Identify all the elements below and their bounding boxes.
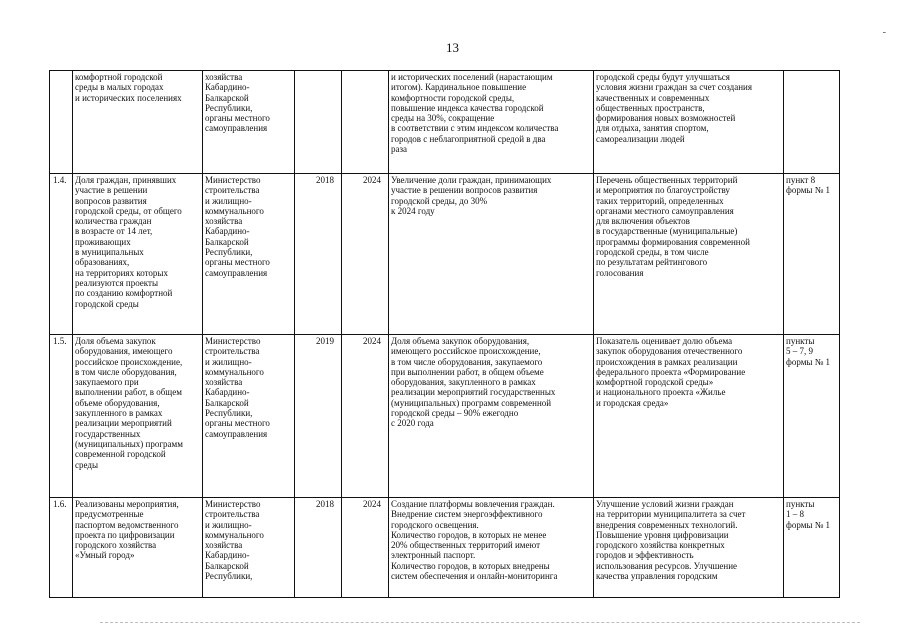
corner-mark: - bbox=[882, 27, 886, 38]
table-row bbox=[50, 498, 840, 598]
table-row bbox=[50, 71, 840, 174]
indicator-name-cell: комфортной городской среды в малых городах и исторических поселениях bbox=[73, 71, 203, 174]
expected-result-cell: и исторических поселений (нарастающим итогом). Кардинальное повышение комфортности городской среды, повышение индекса качества городской среды на 30%, сокращение в соответствии с этим индексом количества городов с неблагоприятной средой в два раза bbox=[389, 71, 594, 174]
scan-artifact-line bbox=[100, 622, 860, 623]
start-year-cell bbox=[295, 71, 342, 174]
end-year-cell: 2024 bbox=[342, 498, 389, 598]
link-cell: Улучшение условий жизни граждан на территории муниципалитета за счет внедрения современных технологий. Повышение уровня цифровизации городского хозяйства конкретных городов и эффективность использования ресурсов. Улучшение качества управления городским bbox=[594, 498, 784, 598]
form-reference-cell bbox=[784, 71, 840, 174]
end-year-cell: 2024 bbox=[342, 174, 389, 335]
start-year-cell: 2018 bbox=[295, 174, 342, 335]
responsible-cell: Министерство строительства и жилищно- коммунального хозяйства Кабардино- Балкарской Республики, органы местного самоуправления bbox=[203, 174, 295, 335]
end-year-cell bbox=[342, 71, 389, 174]
end-year-cell: 2024 bbox=[342, 335, 389, 498]
responsible-cell: Министерство строительства и жилищно- коммунального хозяйства Кабардино- Балкарской Республики, bbox=[203, 498, 295, 598]
expected-result-cell: Создание платформы вовлечения граждан. Внедрение систем энергоэффективного городского освещения. Количество городов, в которых не менее 20% общественных территорий имеют электронный паспорт. Количество городов, в которых внедрены систем обеспечения и онлайн-мониторинга bbox=[389, 498, 594, 598]
start-year-cell: 2018 bbox=[295, 498, 342, 598]
row-number-cell: 1.6. bbox=[50, 498, 73, 598]
form-reference-cell: пункты 1 – 8 формы № 1 bbox=[784, 498, 840, 598]
indicators-table bbox=[49, 70, 840, 598]
link-cell: Показатель оценивает долю объема закупок оборудования отечественного происхождения в рамках реализации федерального проекта «Формирование комфортной городской среды» и национального проекта «Жилье и городская среда» bbox=[594, 335, 784, 498]
page-number: 13 bbox=[446, 40, 459, 55]
row-number-cell bbox=[50, 71, 73, 174]
form-reference-cell: пункты 5 – 7, 9 формы № 1 bbox=[784, 335, 840, 498]
responsible-cell: Министерство строительства и жилищно- коммунального хозяйства Кабардино- Балкарской Республики, органы местного самоуправления bbox=[203, 335, 295, 498]
row-number-cell: 1.4. bbox=[50, 174, 73, 335]
indicator-name-cell: Доля граждан, принявших участие в решении вопросов развития городской среды, от общего количества граждан в возрасте от 14 лет, проживающих в муниципальных образованиях, на территориях которых реализуются проекты по созданию комфортной городской среды bbox=[73, 174, 203, 335]
link-cell: городской среды будут улучшаться условия жизни граждан за счет создания качественных и современных общественных пространств, формирования новых возможностей для отдыха, занятия спортом, самореализации людей bbox=[594, 71, 784, 174]
expected-result-cell: Доля объема закупок оборудования, имеющего российское происхождение, в том числе оборудования, закупаемого при выполнении работ, в общем объеме оборудования, закупленного в рамках реализации мероприятий государственных (муниципальных) программ современной городской среды – 90% ежегодно с 2020 года bbox=[389, 335, 594, 498]
row-number-cell: 1.5. bbox=[50, 335, 73, 498]
link-cell: Перечень общественных территорий и мероприятия по благоустройству таких территорий, определенных органами местного самоуправления для включения объектов в государственные (муниципальные) программы формирования современной городской среды, в том числе по результатам рейтингового голосования bbox=[594, 174, 784, 335]
indicator-name-cell: Доля объема закупок оборудования, имеющего российское происхождение, в том числе оборудования, закупаемого при выполнении работ, в общем объеме оборудования, закупленного в рамках реализации мероприятий государственных (муниципальных) программ современной городской среды bbox=[73, 335, 203, 498]
expected-result-cell: Увеличение доли граждан, принимающих участие в решении вопросов развития городской среды, до 30% к 2024 году bbox=[389, 174, 594, 335]
responsible-cell: хозяйства Кабардино- Балкарской Республики, органы местного самоуправления bbox=[203, 71, 295, 174]
table-row bbox=[50, 335, 840, 498]
table-row bbox=[50, 174, 840, 335]
start-year-cell: 2019 bbox=[295, 335, 342, 498]
indicator-name-cell: Реализованы мероприятия, предусмотренные паспортом ведомственного проекта по цифровизации городского хозяйства «Умный город» bbox=[73, 498, 203, 598]
form-reference-cell: пункт 8 формы № 1 bbox=[784, 174, 840, 335]
